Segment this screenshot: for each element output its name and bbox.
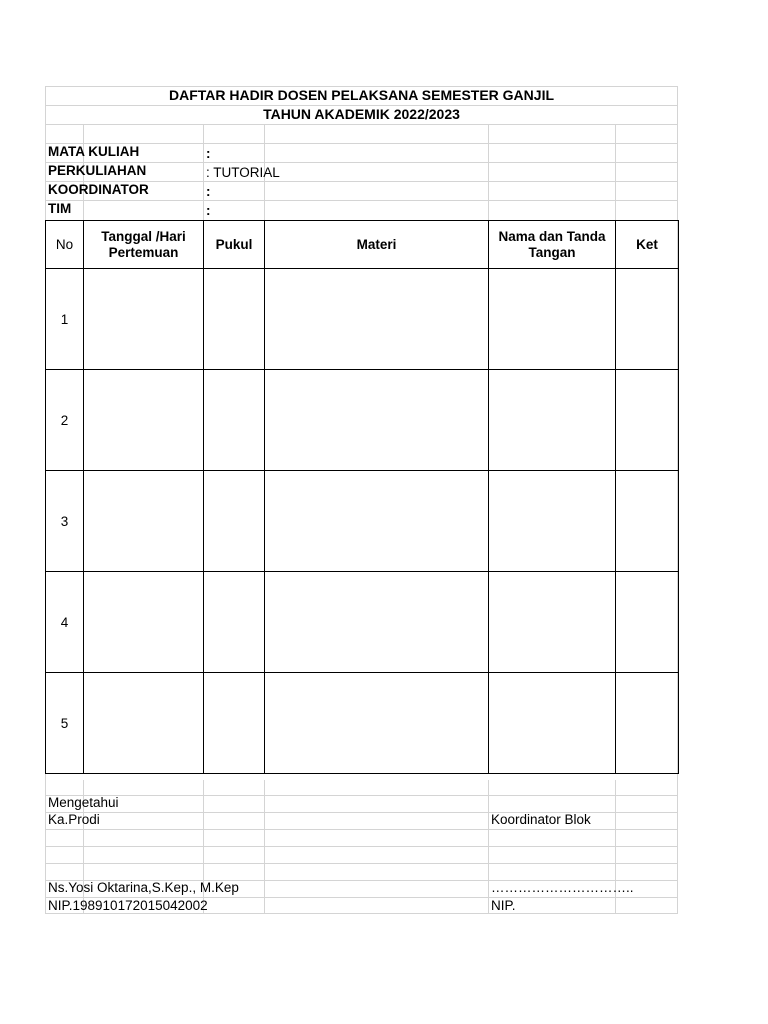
tanda-tangan-cell[interactable] xyxy=(489,572,616,673)
tim-label: TIM xyxy=(48,201,72,216)
row-number: 5 xyxy=(46,673,84,774)
tanda-tangan-cell[interactable] xyxy=(489,269,616,370)
koordinator-value: : xyxy=(206,184,211,199)
kaprodi-name: Ns.Yosi Oktarina,S.Kep., M.Kep xyxy=(48,880,239,895)
table-row xyxy=(46,370,679,471)
materi-cell[interactable] xyxy=(265,370,489,471)
row-number: 4 xyxy=(46,572,84,673)
mata-kuliah-value: : xyxy=(206,146,211,161)
tanggal-cell[interactable] xyxy=(84,572,204,673)
tanda-tangan-cell[interactable] xyxy=(489,673,616,774)
table-row xyxy=(46,269,679,370)
header-no: No xyxy=(46,221,84,269)
academic-year-title: TAHUN AKADEMIK 2022/2023 xyxy=(263,106,460,122)
tanggal-cell[interactable] xyxy=(84,269,204,370)
materi-cell[interactable] xyxy=(265,471,489,572)
pukul-cell[interactable] xyxy=(204,673,265,774)
perkuliahan-label: PERKULIAHAN xyxy=(48,163,147,178)
tim-value: : xyxy=(206,203,211,218)
ket-cell[interactable] xyxy=(616,269,679,370)
pukul-cell[interactable] xyxy=(204,572,265,673)
ket-cell[interactable] xyxy=(616,471,679,572)
table-header-row xyxy=(46,221,679,269)
pukul-cell[interactable] xyxy=(204,471,265,572)
row-number: 2 xyxy=(46,370,84,471)
header-nama-ttd: Nama dan Tanda Tangan xyxy=(489,221,616,269)
tanggal-cell[interactable] xyxy=(84,370,204,471)
tanggal-cell[interactable] xyxy=(84,471,204,572)
kaprodi-nip: NIP.198910172015042002 xyxy=(48,898,208,913)
koordinator-signature-line: ………………………….. xyxy=(491,880,634,895)
ket-cell[interactable] xyxy=(616,572,679,673)
mengetahui-text: Mengetahui xyxy=(48,795,119,810)
header-materi: Materi xyxy=(265,221,489,269)
header-ket: Ket xyxy=(616,221,679,269)
mata-kuliah-label: MATA KULIAH xyxy=(48,144,140,159)
ket-cell[interactable] xyxy=(616,370,679,471)
koordinator-blok-label: Koordinator Blok xyxy=(491,812,591,827)
table-row xyxy=(46,572,679,673)
table-row xyxy=(46,673,679,774)
row-number: 3 xyxy=(46,471,84,572)
header-pukul: Pukul xyxy=(204,221,265,269)
tanda-tangan-cell[interactable] xyxy=(489,471,616,572)
form-title: DAFTAR HADIR DOSEN PELAKSANA SEMESTER GANJIL xyxy=(168,87,555,103)
pukul-cell[interactable] xyxy=(204,269,265,370)
row-number: 1 xyxy=(46,269,84,370)
materi-cell[interactable] xyxy=(265,269,489,370)
header-tanggal: Tanggal /Hari Pertemuan xyxy=(84,221,204,269)
attendance-table xyxy=(45,220,679,774)
kaprodi-label: Ka.Prodi xyxy=(48,812,100,827)
koordinator-label: KOORDINATOR xyxy=(48,182,149,197)
tanggal-cell[interactable] xyxy=(84,673,204,774)
tanda-tangan-cell[interactable] xyxy=(489,370,616,471)
ket-cell[interactable] xyxy=(616,673,679,774)
materi-cell[interactable] xyxy=(265,673,489,774)
perkuliahan-value: : TUTORIAL xyxy=(206,165,280,180)
koordinator-nip: NIP. xyxy=(491,898,516,913)
pukul-cell[interactable] xyxy=(204,370,265,471)
table-row xyxy=(46,471,679,572)
materi-cell[interactable] xyxy=(265,572,489,673)
